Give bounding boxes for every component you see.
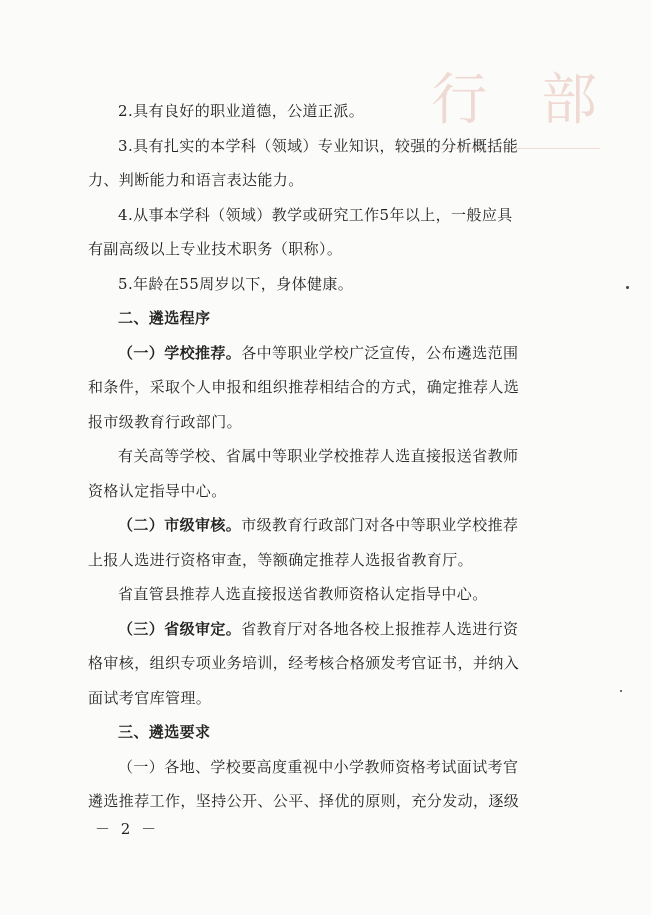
document-body xyxy=(88,94,588,819)
province-approve-text: 省教育厅对各地各校上报推荐人选进行资 xyxy=(241,619,519,638)
criterion-3-line2: 力、判断能力和语言表达能力。 xyxy=(88,171,304,189)
city-review-lead: （二）市级审核。 xyxy=(118,516,242,534)
province-approve-line3: 面试考官库管理。 xyxy=(88,688,212,707)
criterion-3-line1: 3.具有扎实的本学科（领域）专业知识，较强的分析概括能 xyxy=(118,136,519,155)
section-heading-requirements: 三、遴选要求 xyxy=(118,723,211,741)
school-recommend-line3: 报市级教育行政部门。 xyxy=(88,412,243,431)
scan-speck xyxy=(620,690,622,692)
province-approve-lead: （三）省级审定。 xyxy=(118,619,242,638)
city-review-line1 xyxy=(88,508,588,543)
school-recommend-line1 xyxy=(88,336,588,371)
county-line1: 省直管县推荐人选直接报送省教师资格认定指导中心。 xyxy=(118,585,488,603)
criterion-2: 2.具有良好的职业道德，公道正派。 xyxy=(118,102,365,120)
bleed-through-seal-text: 行 部 xyxy=(431,68,615,133)
province-approve-line2: 格审核，组织专项业务培训，经考核合格颁发考官证书，并纳入 xyxy=(88,654,520,672)
city-review-line2: 上报人选进行资格审查，等额确定推荐人选报省教育厅。 xyxy=(88,550,474,569)
requirements-line1: （一）各地、学校要高度重视中小学教师资格考试面试考官 xyxy=(118,757,519,776)
scan-speck xyxy=(626,286,629,289)
school-recommend-line2: 和条件，采取个人申报和组织推荐相结合的方式，确定推荐人选 xyxy=(88,378,520,396)
school-recommend-text: 各中等职业学校广泛宣传，公布遴选范围 xyxy=(241,343,519,362)
criterion-4-line2: 有副高级以上专业技术职务（职称）。 xyxy=(88,240,343,258)
requirements-line2: 遴选推荐工作，坚持公开、公平、择优的原则，充分发动，逐级 xyxy=(88,792,520,810)
university-line2: 资格认定指导中心。 xyxy=(88,481,227,500)
province-approve-line1 xyxy=(88,612,588,647)
city-review-text: 市级教育行政部门对各中等职业学校推荐 xyxy=(241,516,519,534)
criterion-4-line1: 4.从事本学科（领域）教学或研究工作5年以上，一般应具 xyxy=(118,205,513,224)
school-recommend-lead: （一）学校推荐。 xyxy=(118,343,242,362)
section-heading-procedure: 二、遴选程序 xyxy=(118,309,211,327)
university-line1: 有关高等学校、省属中等职业学校推荐人选直接报送省教师 xyxy=(118,447,519,465)
page-number: － 2 － xyxy=(95,820,160,838)
criterion-5: 5.年龄在55周岁以下，身体健康。 xyxy=(118,274,354,293)
